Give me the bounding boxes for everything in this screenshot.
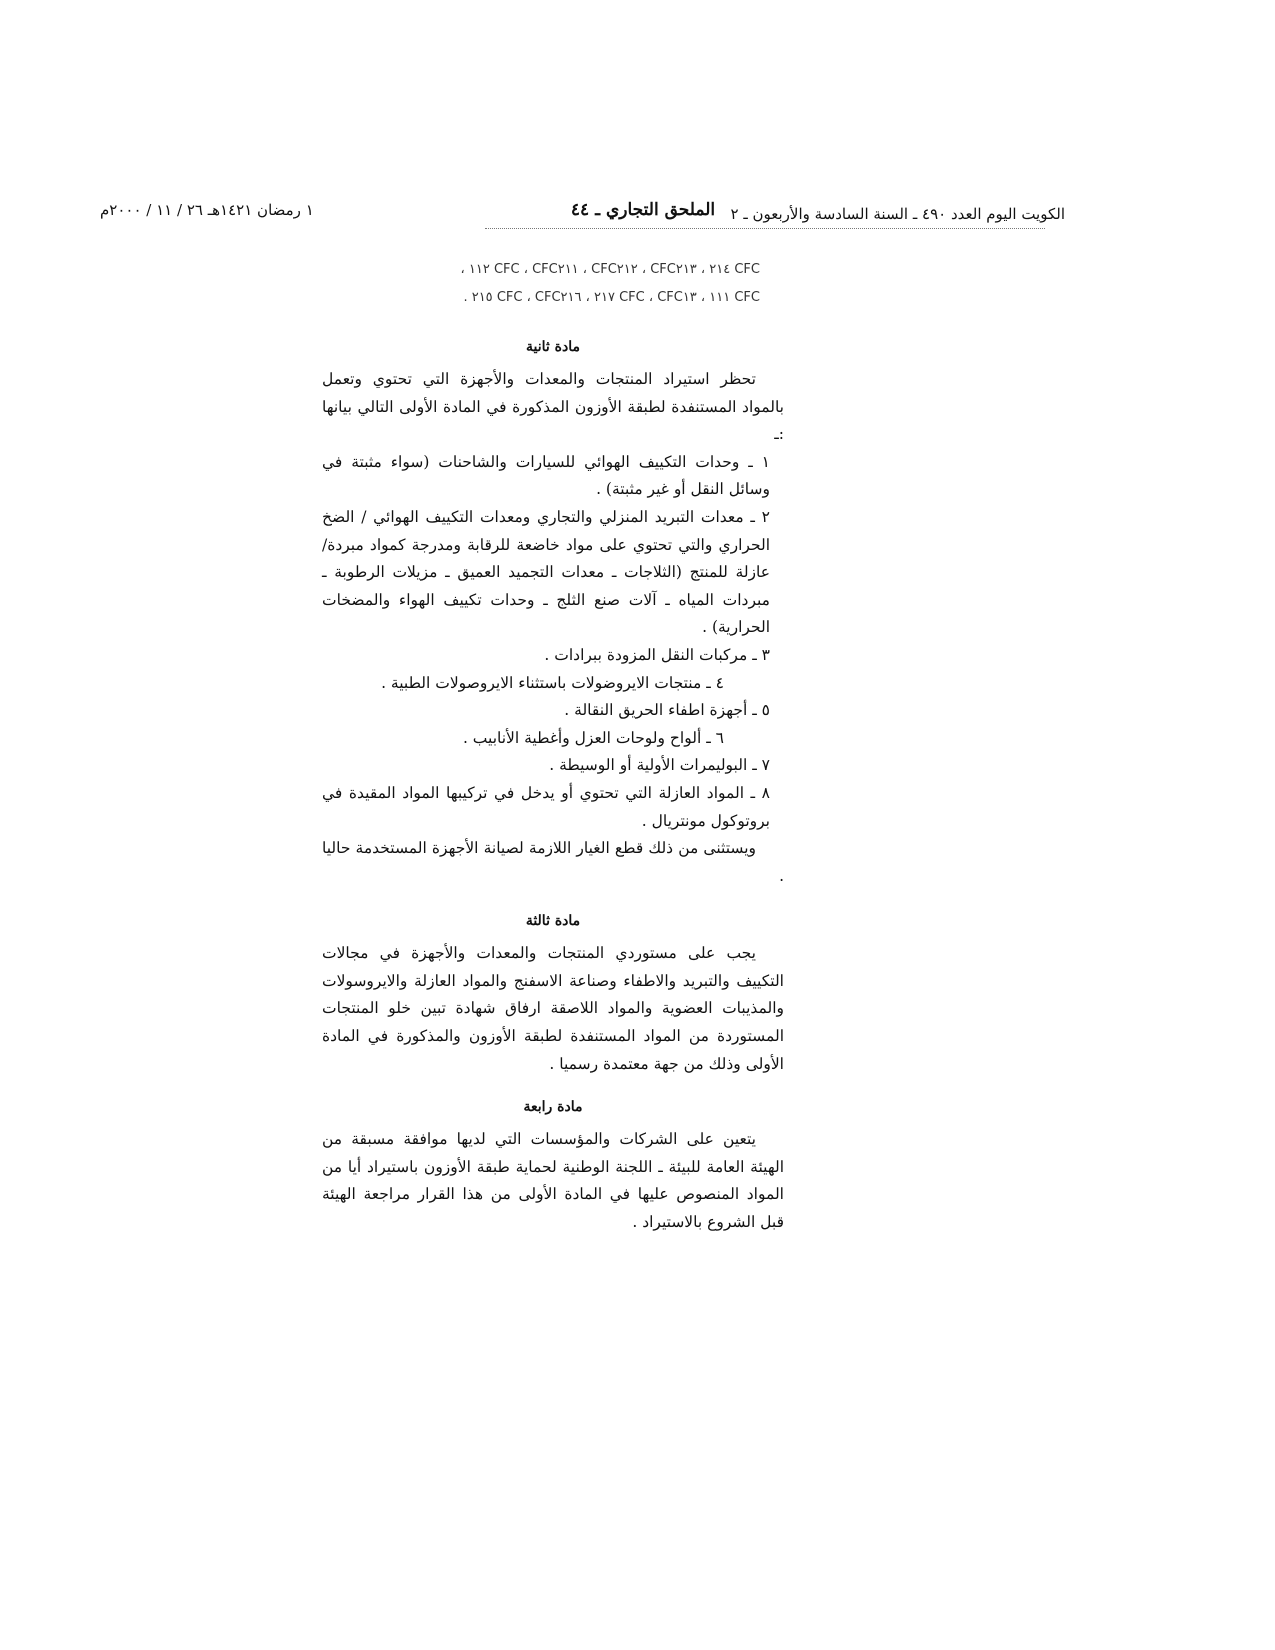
cfc-line: CFC ١١١ ، CFC١٣ ، CFC ٢١٧ ، CFC٢١٦ ، CFC ٢١٥ .	[463, 290, 760, 305]
list-item: ١ ـ وحدات التكييف الهوائي للسيارات والشاحنات (سواء مثبتة في وسائل النقل أو غير مثبتة) .	[322, 452, 770, 499]
article-title: مادة ثانية	[526, 339, 580, 355]
list-item: ٣ ـ مركبات النقل المزودة ببرادات .	[544, 645, 770, 664]
article-title: مادة رابعة	[523, 1099, 583, 1116]
cfc-line: CFC ٢١٤ ، CFC٢١٣ ، CFC٢١٢ ، CFC٢١١ ، CFC ١١٢ ،	[460, 262, 760, 277]
article-4	[322, 1094, 784, 1236]
article-2	[322, 334, 784, 890]
article-paragraph: يتعين على الشركات والمؤسسات التي لديها موافقة مسبقة من الهيئة العامة للبيئة ـ اللجنة الوطنية لحماية طبقة الأوزون باستيراد أيا من المواد المنصوص عليها في المادة الأولى من هذا القرار مراجعة الهيئة قبل الشروع بالاستيراد .	[322, 1130, 784, 1232]
article-paragraph: ويستثنى من ذلك قطع الغيار اللازمة لصيانة الأجهزة المستخدمة حاليا .	[322, 839, 784, 885]
article-3	[322, 908, 784, 1078]
list-item: ٨ ـ المواد العازلة التي تحتوي أو يدخل في تركيبها المواد المقيدة في بروتوكول مونتريال .	[322, 783, 770, 830]
section-spacer	[322, 1078, 784, 1094]
page-header	[100, 196, 1065, 228]
section-spacer	[322, 890, 784, 908]
supplement-title: الملحق التجاري ـ ٤٤	[570, 200, 716, 220]
publication-info: الكويت اليوم العدد ٤٩٠ ـ السنة السادسة والأربعون ـ ٢	[730, 205, 1065, 223]
list-item: ٤ ـ منتجات الايروضولات باستثناء الايروصولات الطبية .	[381, 673, 724, 692]
article-paragraph: يجب على مستوردي المنتجات والمعدات والأجهزة في مجالات التكييف والتبريد والاطفاء وصناعة الاسفنج والمواد العازلة والايروسولات والمذيبات العضوية والمواد اللاصقة ارفاق شهادة تبين خلو المنتجات المستوردة من المواد المستنفدة لطبقة الأوزون والمذكورة في المادة الأولى وذلك من جهة معتمدة رسميا .	[322, 944, 784, 1073]
list-item: ٧ ـ البوليمرات الأولية أو الوسيطة .	[549, 756, 770, 775]
list-item: ٢ ـ معدات التبريد المنزلي والتجاري ومعدات التكييف الهوائي / الضخ الحراري والتي تحتوي على مواد خاضعة للرقابة ومدرجة كمواد مبردة/ عازلة للمنتج (الثلاجات ـ معدات التجميد العميق ـ مزيلات الرطوبة ـ مبردات المياه ـ آلات صنع الثلج ـ وحدات تكييف الهواء والمضخات الحرارية) .	[322, 507, 770, 637]
cfc-list	[340, 256, 760, 312]
header-date: ١ رمضان ١٤٢١هـ ٢٦ / ١١ / ٢٠٠٠م	[100, 201, 314, 219]
article-paragraph: تحظر استيراد المنتجات والمعدات والأجهزة التي تحتوي وتعمل بالمواد المستنفدة لطبقة الأوزون المذكورة في المادة الأولى التالي بيانها :ـ	[322, 370, 784, 444]
document-body	[322, 334, 784, 1237]
list-item: ٥ ـ أجهزة اطفاء الحريق النقالة .	[564, 701, 770, 720]
header-rule	[485, 228, 1045, 229]
list-item: ٦ ـ ألواح ولوحات العزل وأغطية الأنابيب .	[462, 728, 724, 747]
article-title: مادة ثالثة	[525, 913, 581, 930]
